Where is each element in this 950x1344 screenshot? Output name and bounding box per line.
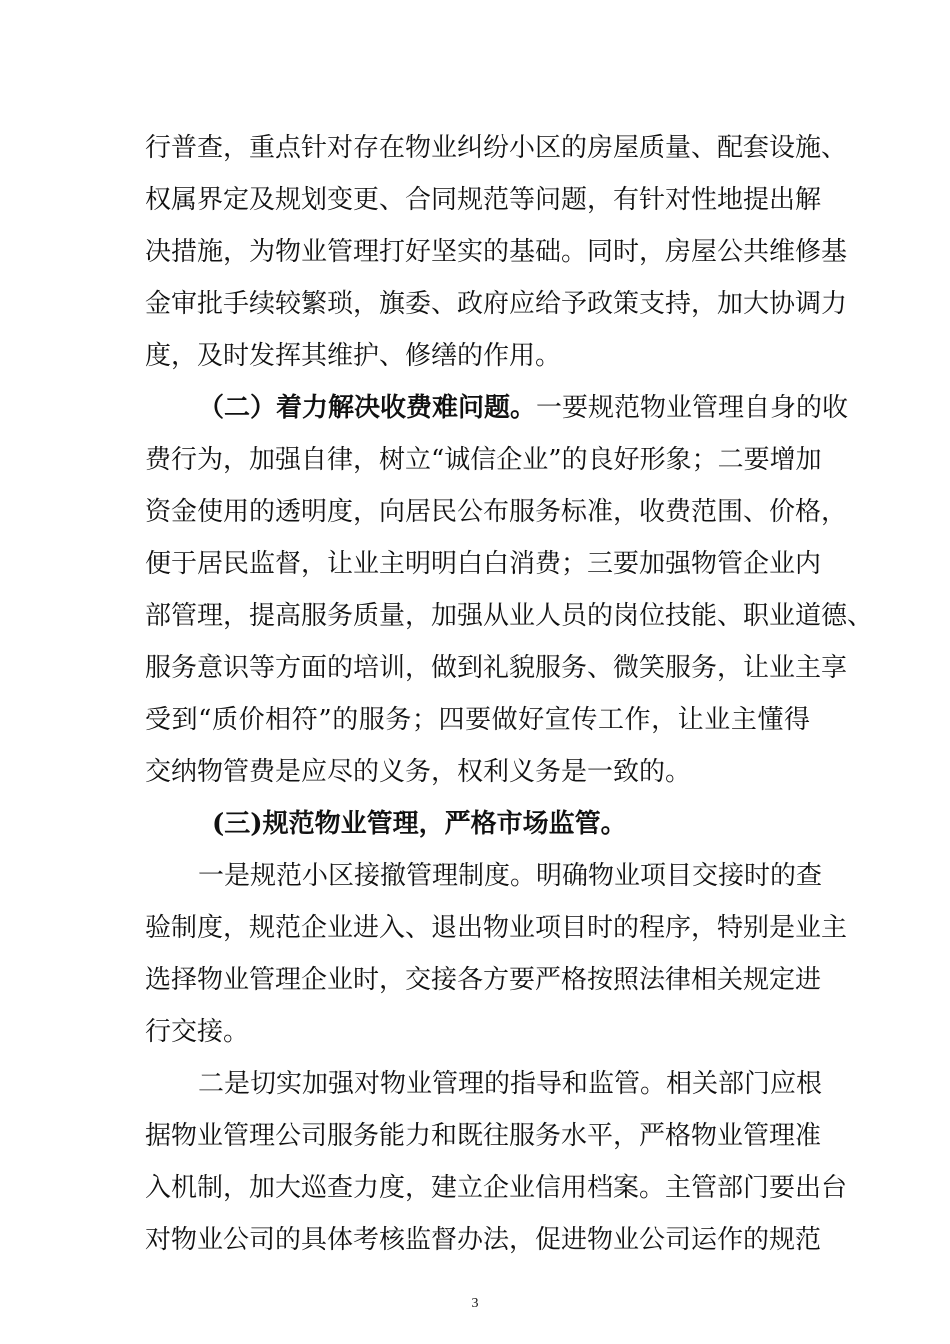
text-line: 服务意识等方面的培训，做到礼貌服务、微笑服务，让业主享 <box>145 653 848 683</box>
text-line: 交纳物管费是应尽的义务，权利义务是一致的。 <box>145 757 692 787</box>
text-line: 度，及时发挥其维护、修缮的作用。 <box>145 341 562 371</box>
text-line: 行交接。 <box>145 1017 250 1047</box>
text-line: 选择物业管理企业时，交接各方要严格按照法律相关规定进 <box>145 965 822 995</box>
text-line: 决措施，为物业管理打好坚实的基础。同时，房屋公共维修基 <box>145 237 848 267</box>
text-line: 入机制，加大巡查力度，建立企业信用档案。主管部门要出台 <box>145 1173 848 1203</box>
text-line: 据物业管理公司服务能力和既往服务水平，严格物业管理准 <box>145 1121 822 1151</box>
text-line: 便于居民监督，让业主明明白白消费；三要加强物管企业内 <box>145 549 822 579</box>
text-line: 受到“质价相符”的服务；四要做好宣传工作，让业主懂得 <box>145 705 810 735</box>
text-line: 权属界定及规划变更、合同规范等问题，有针对性地提出解 <box>145 185 822 215</box>
section-2-heading: （二）着力解决收费难问题。 <box>198 393 537 423</box>
text-line: 资金使用的透明度，向居民公布服务标准，收费范围、价格， <box>145 497 848 527</box>
page-number: 3 <box>471 1296 479 1311</box>
text-line: 对物业公司的具体考核监督办法，促进物业公司运作的规范 <box>145 1225 822 1255</box>
text-line: 行普查，重点针对存在物业纠纷小区的房屋质量、配套设施、 <box>145 133 848 163</box>
section-2-first-line <box>198 391 849 425</box>
text-line: 一是规范小区接撤管理制度。明确物业项目交接时的查 <box>198 861 823 891</box>
text-line: 费行为，加强自律，树立“诚信企业”的良好形象；二要增加 <box>145 445 822 475</box>
text-line: 验制度，规范企业进入、退出物业项目时的程序，特别是业主 <box>145 913 848 943</box>
section-3-heading: (三)规范物业管理，严格市场监管。 <box>212 809 627 839</box>
text-line: 部管理，提高服务质量，加强从业人员的岗位技能、职业道德、 <box>145 601 874 631</box>
section-2-first-rest: 一要规范物业管理自身的收 <box>536 393 849 423</box>
text-line: 金审批手续较繁琐，旗委、政府应给予政策支持，加大协调力 <box>145 289 848 319</box>
text-line: 二是切实加强对物业管理的指导和监管。相关部门应根 <box>198 1069 823 1099</box>
